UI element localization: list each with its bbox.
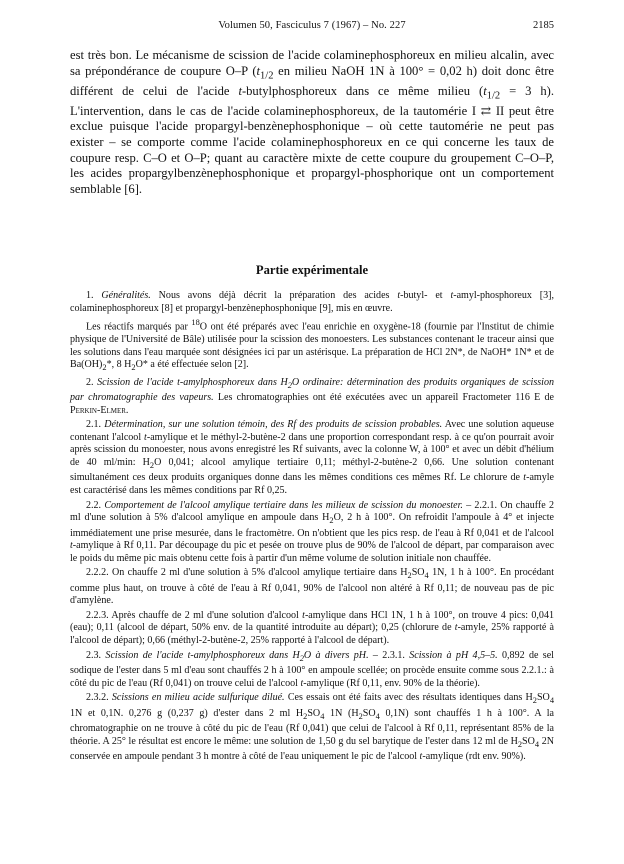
- body-text: Les réactifs marqués par: [86, 321, 192, 333]
- body-text: 0,1: [379, 707, 399, 719]
- subscript: 4: [534, 739, 540, 749]
- intro-text: est très bon. Le mécanisme de scission de l'acide colaminephosphoreux en milieu alcalin, avec sa prépondérance de coupure O–P (: [70, 48, 554, 78]
- body-text: Avec une solution aqueuse contenant l'alcool: [70, 419, 554, 443]
- paragraph-2-2-2: [70, 567, 554, 608]
- tert-prefix: t: [523, 472, 527, 484]
- body-text: O* a été effectuée selon [2].: [135, 359, 249, 371]
- tert-prefix: t: [70, 540, 73, 552]
- equilibrium-arrow-icon: ⇄: [480, 103, 492, 118]
- body-text: .: [125, 404, 129, 416]
- body-text: 1: [70, 707, 76, 719]
- body-text: *, 8 H: [106, 359, 132, 371]
- tert-prefix: t: [397, 290, 401, 301]
- paragraph-scission-ordinary-water: [70, 377, 554, 418]
- paragraph-heading: Scission de l'acide t-amylphosphoreux dans H: [105, 649, 300, 661]
- half-life-symbol: t: [256, 63, 261, 78]
- body-text: O ont été préparés avec l'eau enrichie en oxygène-18 (fournie par l'Institut de chimie physique de l'Université de Bâle) utilisée pour la scission des monoesters. Les substances contenant le traceur ainsi que les solutions dans l'eau marquée sont désignées ici par un astérisque. La préparation de HCl 2: [70, 321, 554, 358]
- subscript: 4: [320, 711, 325, 721]
- subscript: 2: [287, 380, 292, 390]
- body-text: -amyle, 25% rapporté à l'alcool de départ); 0,66 (méthyl-2-butène-2, 25% rapporté à l'alcool de départ).: [70, 622, 555, 646]
- intro-text: à 100° = 0,02 h) doit donc être différent de celui de l'acide: [70, 63, 554, 98]
- body-text: 2.2.2. On chauffe 2 ml d'une solution à 5% d'alcool amylique tertiaire dans H: [86, 567, 408, 579]
- intro-text: = 3 h). L'intervention, dans le cas de l'acide colaminephosphoreux, de la tautomérie I: [70, 83, 555, 118]
- body-text: (H: [342, 707, 359, 719]
- body-text: -amylique (Rf 0,11, env. 90% de la théorie).: [303, 677, 480, 689]
- subscript: 2: [131, 363, 136, 373]
- body-text: O 0,041; alcool amylique tertiaire 0,11; méthyl-2-butène-2 0,66. Une solution contenant simultanément ces deux produits organiques donne dans les mêmes conditions ces mêmes Rf. Le chlorure de: [70, 456, 554, 484]
- subscript: 2: [329, 516, 334, 526]
- section-number: 2.1.: [86, 419, 105, 431]
- page-number: 2185: [533, 20, 554, 31]
- half-life-symbol: t: [483, 83, 487, 98]
- paragraph-sulfuric-acid: [70, 692, 554, 764]
- normality-unit: N: [450, 346, 458, 358]
- body-text: O, 2 h à 100°. On refroidit l'ampoule à 4° et injecte immédiatement une prise mesurée, dans le fractomètre. On n'obtient que les pics resp. de l'eau à Rf 0,041 et de l'alcool: [70, 512, 555, 539]
- body-text: SO: [411, 567, 425, 579]
- subscript: 2: [358, 711, 363, 721]
- subscript: 2: [299, 653, 304, 663]
- tert-prefix: t: [238, 83, 242, 98]
- body-text: -amylique et le méthyl-2-butène-2 dans une proportion correspondant resp. à ce qu'on pourrait avoir après scission du monoester, nous avons enregistré les Rf suivants, avec la colonne W, à 100° et avec un débit d'hélium de 40 ml/min: H: [70, 431, 554, 468]
- body-text: , 1 h à 100°, on trouve 4 pics: 0,041 (eau); 0,11 (alcool de départ, 50% env. de la quantité introduite au départ); 0,25 (chlorure de: [70, 609, 554, 634]
- normality-unit: N: [519, 346, 527, 358]
- normality-unit: N: [113, 707, 121, 719]
- subscript: 4: [375, 711, 380, 721]
- paragraph-reagents: [70, 317, 554, 374]
- paragraph-heading: Détermination, sur une solution témoin, des Rf des produits de scission probables.: [104, 419, 443, 431]
- section-number: 2.2.: [86, 499, 105, 511]
- paragraph-heading: Scissions en milieu acide sulfurique dilué.: [111, 692, 285, 704]
- normality-unit: N: [75, 707, 83, 719]
- body-text: 1: [324, 707, 336, 719]
- intro-text: II peut être exclue puisque l'acide propargyl-benzènephosphonique – où cette tautomérie ne peut pas exister – se comporte comme l'acide colaminephosphoreux en ce qui concerne les taux de coupure resp. C–O et O–P; quant au caractère mixte de cette coupure du groupement C–O–P, les acides propargylbenzènephosphonique et propargyl-phosphorique ont un comportement semblable [6].: [70, 103, 555, 196]
- subscript: 2: [407, 571, 412, 581]
- normality-unit: N: [335, 707, 343, 719]
- body-text: , 1 h à 100°. En procédant comme plus haut, on trouve à côté de l'eau à Rf 0,041, 90% de l'alcool non altéré à Rf 0,11; de nouveau pas de pic d'amylène.: [70, 567, 554, 607]
- experimental-section: [70, 290, 554, 766]
- paragraph-heading: O à divers pH.: [303, 649, 369, 661]
- tert-prefix: t: [454, 622, 458, 634]
- paragraph-heading: Scission à pH 4,5–5.: [409, 649, 498, 661]
- subscript: 4: [424, 571, 429, 581]
- subscript: 2: [149, 460, 155, 470]
- body-text: et 0,1: [82, 707, 114, 719]
- half-life-subscript: 1/2: [486, 90, 501, 102]
- subscript: 4: [549, 696, 554, 706]
- body-text: 2: [539, 735, 547, 747]
- body-text: Ces essais ont été faits avec des résultats identiques dans H: [284, 692, 533, 704]
- body-text: SO: [362, 707, 376, 719]
- manufacturer-name: Perkin-Elmer: [70, 404, 126, 416]
- tert-prefix: t: [450, 290, 454, 301]
- subscript: 2: [517, 739, 523, 749]
- body-text: SO: [522, 735, 535, 747]
- paragraph-heading: Généralités.: [101, 290, 151, 301]
- section-number: 2.3.: [86, 649, 106, 661]
- body-text: 0,892 de sel sodique de l'ester dans 5 ml d'eau sont chauffés 2 h à 100° en ampoule scellée; on procède ensuite comme sous 2.2.1.: à côté du pic de l'eau (Rf 0,041) on trouve celui de l'alcool: [70, 649, 554, 689]
- intro-text: en milieu NaOH 1: [273, 63, 376, 78]
- body-text: 2.2.3. Après chauffe de 2 ml d'une solution d'alcool: [86, 609, 303, 621]
- paragraph-heading: Scission de l'acide t-amylphosphoreux dans H: [97, 376, 288, 388]
- normality-unit: N: [395, 609, 404, 621]
- body-text: -butyl- et: [400, 290, 451, 301]
- subscript: 2: [303, 711, 308, 721]
- body-text: conservée en ampoule pendant 3 h montre à côté de l'eau uniquement le pic de l'alcool: [70, 751, 420, 763]
- body-text: – 2.3.1.: [368, 649, 410, 661]
- subscript: 2: [532, 696, 537, 706]
- body-text: – 2.2.1. On chauffe 2 ml d'une solution à 5% d'alcool amylique en ampoule dans H: [70, 499, 554, 524]
- section-number: 1.: [86, 290, 102, 301]
- body-text: -amyle est caractérisé dans les mêmes conditions par Rf 0,25.: [70, 472, 554, 496]
- body-text: -amylique (rdt env. 90%).: [422, 751, 526, 763]
- intro-paragraph: [70, 48, 554, 197]
- tert-prefix: t: [302, 609, 305, 621]
- tert-prefix: t: [300, 677, 304, 689]
- running-head: Volumen 50, Fasciculus 7 (1967) – No. 227: [218, 20, 406, 31]
- body-text: -amylique dans HCl 1: [304, 609, 396, 621]
- body-text: *, de NaOH* 1: [457, 346, 520, 358]
- body-text: . 0,276 g (0,237 g) d'ester dans 2 ml H: [120, 707, 304, 719]
- body-text: -amyl-phosphoreux [3], colaminephosphoreux [8] et propargyl-benzènephosphonique [9], mis en œuvre.: [70, 290, 555, 314]
- isotope-mass-number: 18: [191, 318, 200, 328]
- body-text: -amylique à Rf 0,11. Par découpage du pic et pesée on trouve plus de 90% de l'alcool de départ, par comparaison avec le poids du même pic mais obtenu cette fois à partir d'un même volume de solution initiale non chauffée.: [70, 540, 554, 564]
- body-text: SO: [307, 707, 321, 719]
- half-life-subscript: 1/2: [260, 70, 274, 82]
- section-number: 2.3.2.: [86, 692, 112, 704]
- body-text: Nous avons déjà décrit la préparation des acides: [150, 290, 398, 301]
- body-text: * et de Ba(OH): [70, 346, 555, 371]
- paragraph-2-2-3: [70, 610, 554, 648]
- paragraph-heading: Comportement de l'alcool amylique tertiaire dans les milieux de scission du monoester.: [104, 499, 463, 511]
- paragraph-generalites: [70, 290, 554, 315]
- body-text: 1: [428, 567, 438, 579]
- normality-unit: N: [546, 735, 554, 747]
- body-text: ) sont chauffés 1 h à 100°. A la chromatographie on ne trouve à côté du pic de l'eau (Rf 0,041) que celui de l'alcool à Rf 0,11, représentant 85% de la théorie. A 25° le résultat est encore le même: une solution de 1,50 g du sel barytique de l'ester dans 12 ml de H: [70, 707, 554, 747]
- paragraph-alcohol-behaviour: [70, 500, 554, 566]
- body-text: Les chromatographies ont été exécutées avec un appareil Fractometer 116 E de: [213, 392, 554, 404]
- paragraph-heading: O ordinaire: détermination des produits organiques de scission par chromatographie des vapeurs.: [70, 376, 555, 404]
- normality-unit: N: [398, 707, 406, 719]
- subscript: 2: [102, 363, 107, 373]
- normality-unit: N: [437, 567, 445, 579]
- body-text: SO: [536, 692, 550, 704]
- section-number: 2.: [86, 376, 98, 388]
- intro-text: -butylphosphoreux dans ce même milieu (: [241, 83, 484, 98]
- paragraph-control-solution: [70, 419, 554, 497]
- section-title: Partie expérimentale: [255, 263, 369, 277]
- paragraph-scission-ph: [70, 650, 554, 691]
- normality-unit: N: [375, 63, 385, 78]
- tert-prefix: t: [144, 431, 147, 443]
- tert-prefix: t: [419, 751, 423, 763]
